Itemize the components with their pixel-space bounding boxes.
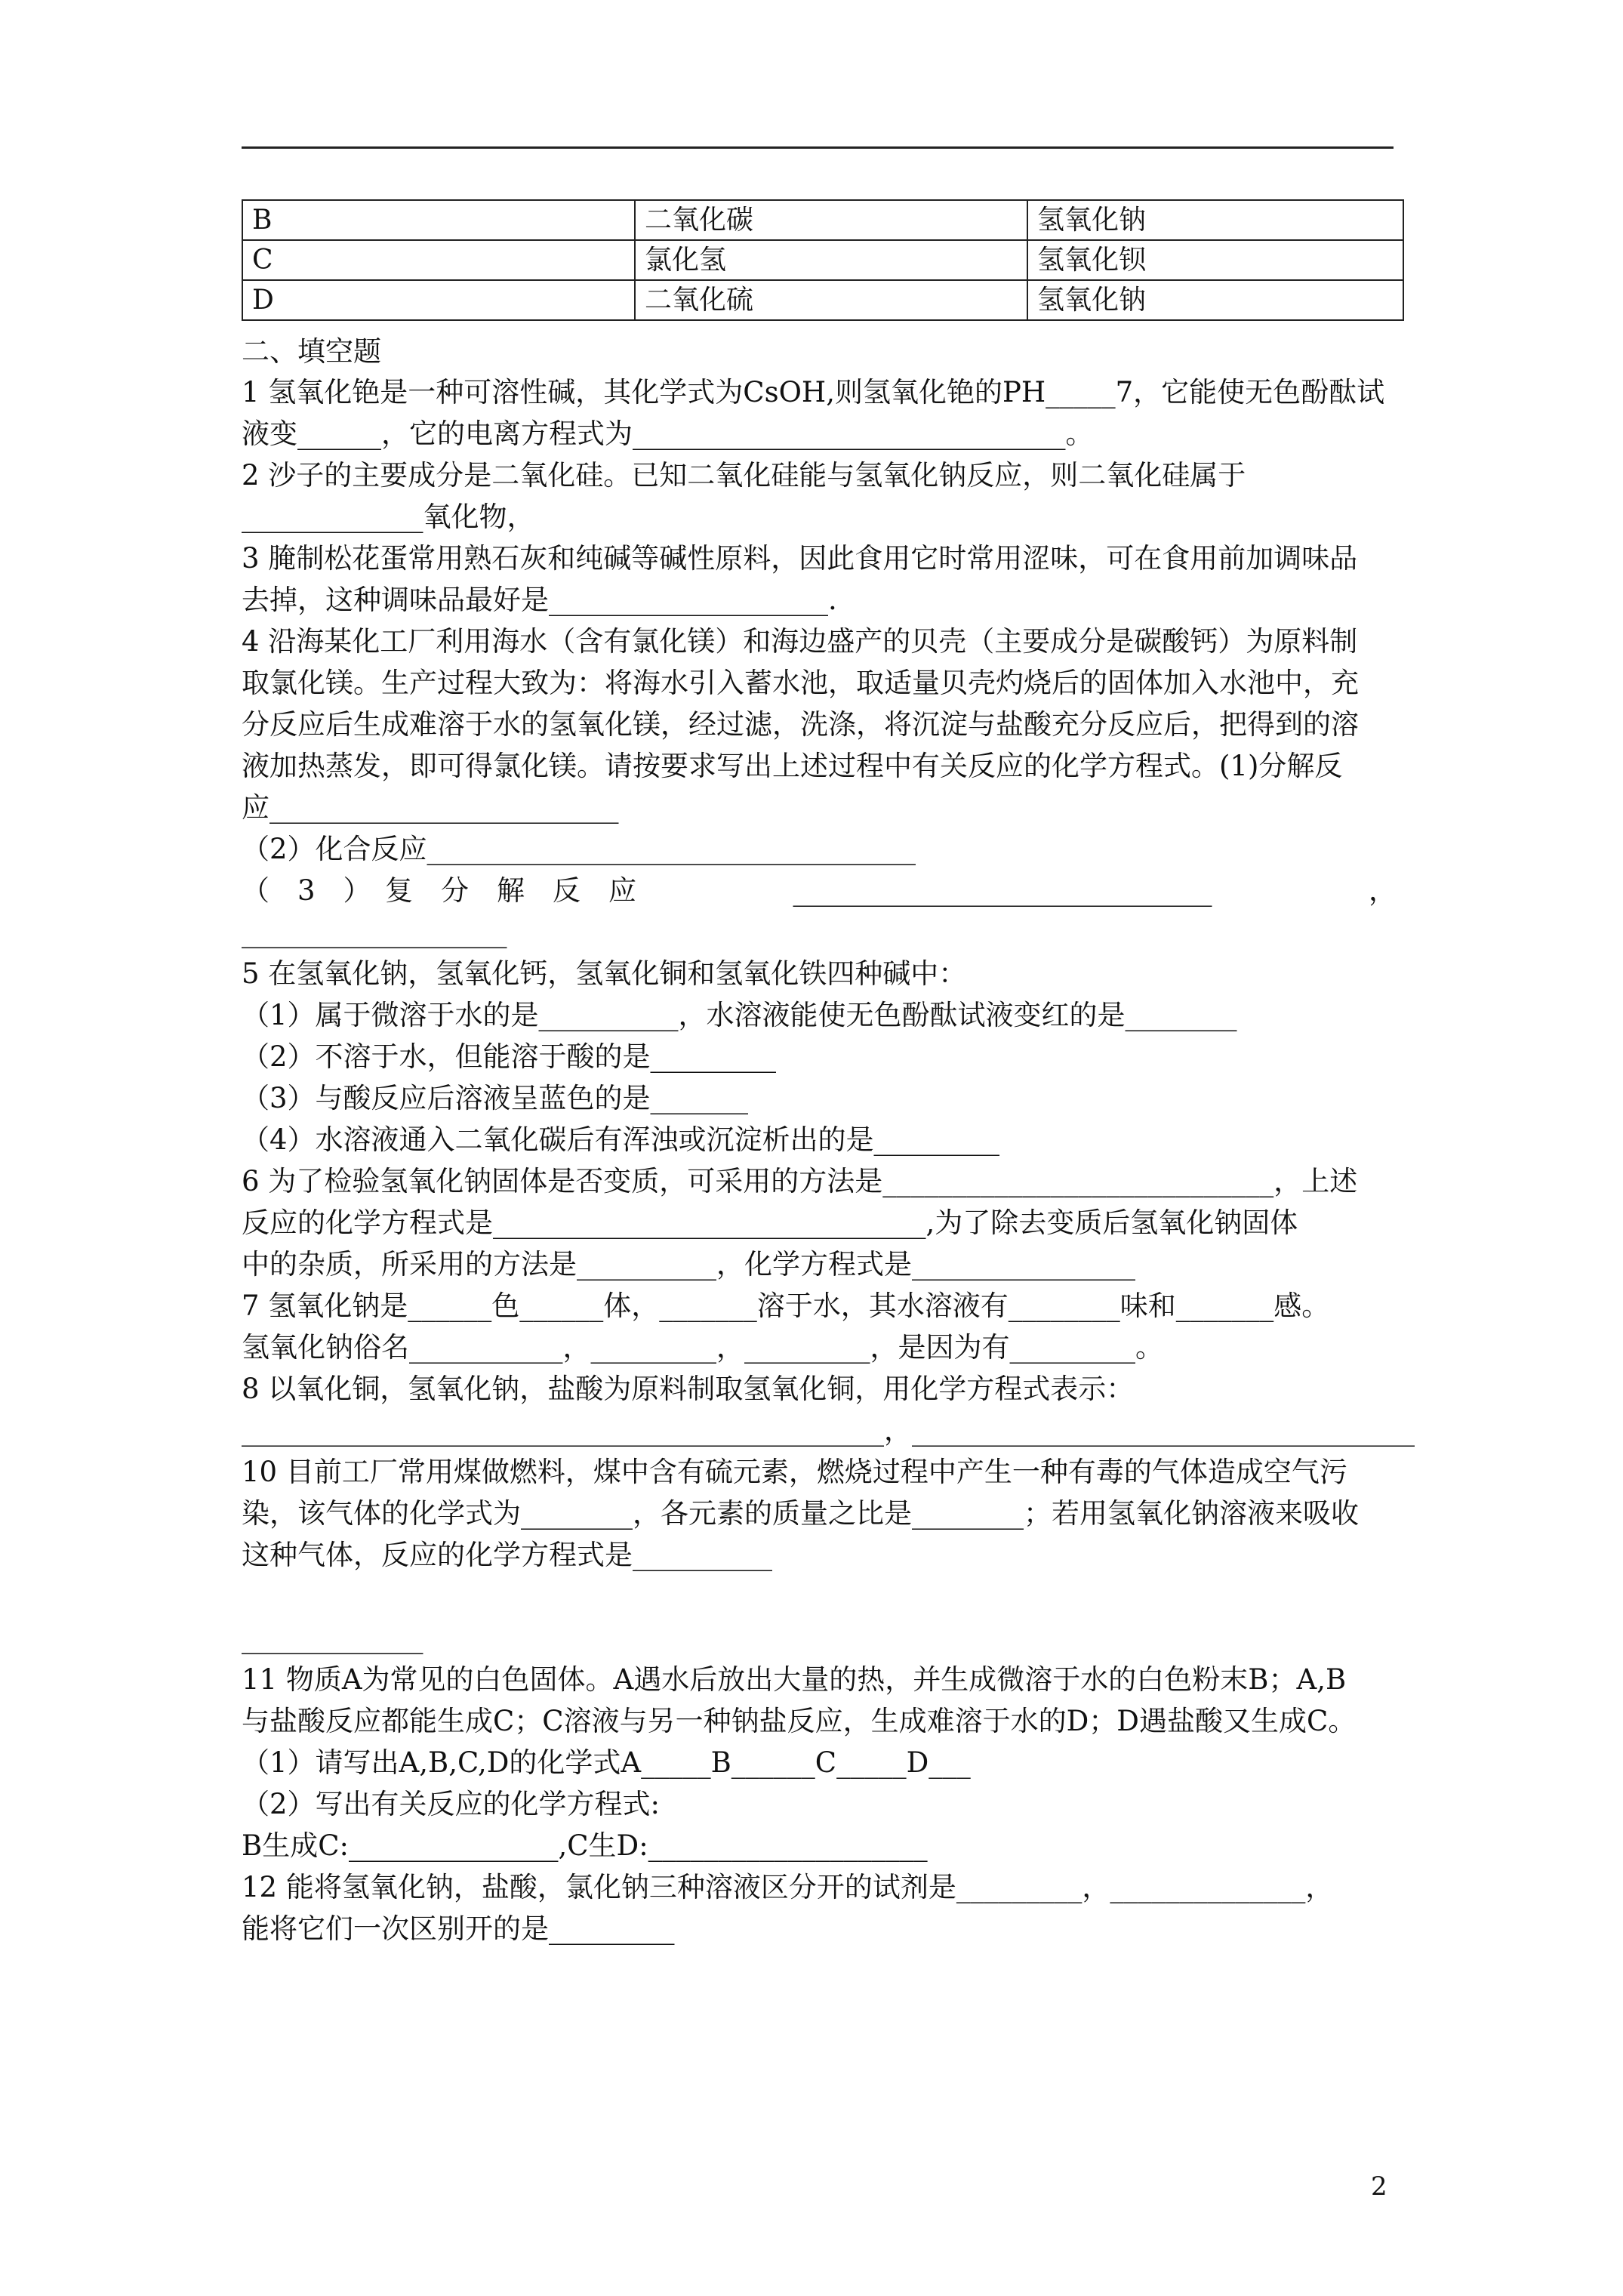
page-number: 2 bbox=[1371, 2171, 1387, 2202]
text-line: 氢氧化钠俗名___________，_________，_________，是因为有_________。 bbox=[242, 1331, 1163, 1364]
text-line: （1）请写出A,B,C,D的化学式A_____B______C_____D___ bbox=[242, 1746, 971, 1779]
text-line bbox=[242, 1576, 1397, 1617]
options-table bbox=[242, 199, 1404, 321]
text-line: 应_________________________ bbox=[242, 791, 619, 824]
text-line: ___________________ bbox=[242, 916, 507, 948]
text-line: 8 以氧化铜，氢氧化钠，盐酸为原料制取氢氧化铜，用化学方程式表示： bbox=[242, 1373, 1135, 1405]
text-line: 5 在氢氧化钠，氢氧化钙，氢氧化铜和氢氧化铁四种碱中： bbox=[242, 957, 967, 990]
text-line: 中的杂质，所采用的方法是__________，化学方程式是________________ bbox=[242, 1248, 1135, 1281]
text-line-q3 bbox=[242, 870, 1397, 911]
text-line: （1）属于微溶于水的是__________，水溶液能使无色酚酞试液变红的是________ bbox=[242, 999, 1237, 1031]
text-line: 液加热蒸发，即可得氯化镁。请按要求写出上述过程中有关反应的化学方程式。(1)分解反 bbox=[242, 750, 1343, 782]
text-line: _____________氧化物， bbox=[242, 501, 535, 533]
text-line: 能将它们一次区别开的是_________ bbox=[242, 1912, 675, 1945]
text-line: 10 目前工厂常用煤做燃料，煤中含有硫元素，燃烧过程中产生一种有毒的气体造成空气污 bbox=[242, 1456, 1347, 1488]
text-line: （3）与酸反应后溶液呈蓝色的是_______ bbox=[242, 1082, 749, 1114]
table-cell: 氢氧化钠 bbox=[1027, 200, 1403, 240]
table-cell: D bbox=[242, 280, 635, 320]
text-line: （2）不溶于水，但能溶于酸的是_________ bbox=[242, 1040, 777, 1073]
table-cell: 二氧化碳 bbox=[635, 200, 1027, 240]
text-line: _____________ bbox=[242, 1622, 423, 1654]
text-line: （4）水溶液通入二氧化碳后有浑浊或沉淀析出的是_________ bbox=[242, 1123, 1000, 1156]
text-line: 这种气体，反应的化学方程式是__________ bbox=[242, 1539, 772, 1571]
table-cell: 氢氧化钡 bbox=[1027, 240, 1403, 280]
text-line: 去掉，这种调味品最好是____________________. bbox=[242, 584, 837, 616]
text-line: 液变______，它的电离方程式为_______________________________。 bbox=[242, 418, 1094, 450]
section-title: 二、填空题 bbox=[242, 335, 381, 368]
q3-comma: ， bbox=[1368, 874, 1397, 907]
text-line: 12 能将氢氧化钠，盐酸，氯化钠三种溶液区分开的试剂是_________，______________， bbox=[242, 1871, 1334, 1903]
table-cell: 氢氧化钠 bbox=[1027, 280, 1403, 320]
table-cell: 氯化氢 bbox=[635, 240, 1027, 280]
table-row bbox=[242, 240, 1403, 280]
text-line: 4 沿海某化工厂利用海水（含有氯化镁）和海边盛产的贝壳（主要成分是碳酸钙）为原料制 bbox=[242, 625, 1358, 658]
table-cell: C bbox=[242, 240, 635, 280]
text-line: （2）写出有关反应的化学方程式: bbox=[242, 1788, 661, 1820]
text-line: 染，该气体的化学式为________，各元素的质量之比是________；若用氢氧化钠溶液来吸收 bbox=[242, 1497, 1359, 1530]
text-line: 分反应后生成难溶于水的氢氧化镁，经过滤，洗涤，将沉淀与盐酸充分反应后，把得到的溶 bbox=[242, 708, 1359, 741]
text-line: 6 为了检验氢氧化钠固体是否变质，可采用的方法是____________________________，上述 bbox=[242, 1165, 1358, 1197]
text-line: 反应的化学方程式是_______________________________,为了除去变质后氢氧化钠固体 bbox=[242, 1207, 1298, 1239]
text-line: 与盐酸反应都能生成C；C溶液与另一种钠盐反应，生成难溶于水的D；D遇盐酸又生成C。 bbox=[242, 1705, 1357, 1737]
fill-in-section bbox=[242, 332, 1415, 1949]
q3-blank: ______________________________ bbox=[793, 874, 1212, 907]
text-line: ______________________________________________，____________________________________ bbox=[242, 1414, 1415, 1447]
text-line: 1 氢氧化铯是一种可溶性碱，其化学式为CsOH,则氢氧化铯的PH_____7，它能使无色酚酞试 bbox=[242, 376, 1385, 408]
header-rule bbox=[242, 146, 1394, 149]
q3-label: （ 3 ） 复 分 解 反 应 bbox=[242, 874, 637, 907]
table-cell: B bbox=[242, 200, 635, 240]
text-line: （2）化合反应___________________________________ bbox=[242, 833, 916, 865]
text-line: 11 物质A为常见的白色固体。A遇水后放出大量的热，并生成微溶于水的白色粉末B；A,B bbox=[242, 1663, 1347, 1696]
text-line: 取氯化镁。生产过程大致为：将海水引入蓄水池，取适量贝壳灼烧后的固体加入水池中，充 bbox=[242, 667, 1359, 699]
text-line: 7 氢氧化钠是______色______体，_______溶于水，其水溶液有________味和_______感。 bbox=[242, 1290, 1330, 1322]
table-row bbox=[242, 200, 1403, 240]
text-line: 3 腌制松花蛋常用熟石灰和纯碱等碱性原料，因此食用它时常用涩味，可在食用前加调味品 bbox=[242, 542, 1358, 575]
table-row bbox=[242, 280, 1403, 320]
table-cell: 二氧化硫 bbox=[635, 280, 1027, 320]
text-line: B生成C:_______________,C生D:____________________ bbox=[242, 1829, 928, 1862]
text-line: 2 沙子的主要成分是二氧化硅。已知二氧化硅能与氢氧化钠反应，则二氧化硅属于 bbox=[242, 459, 1246, 492]
